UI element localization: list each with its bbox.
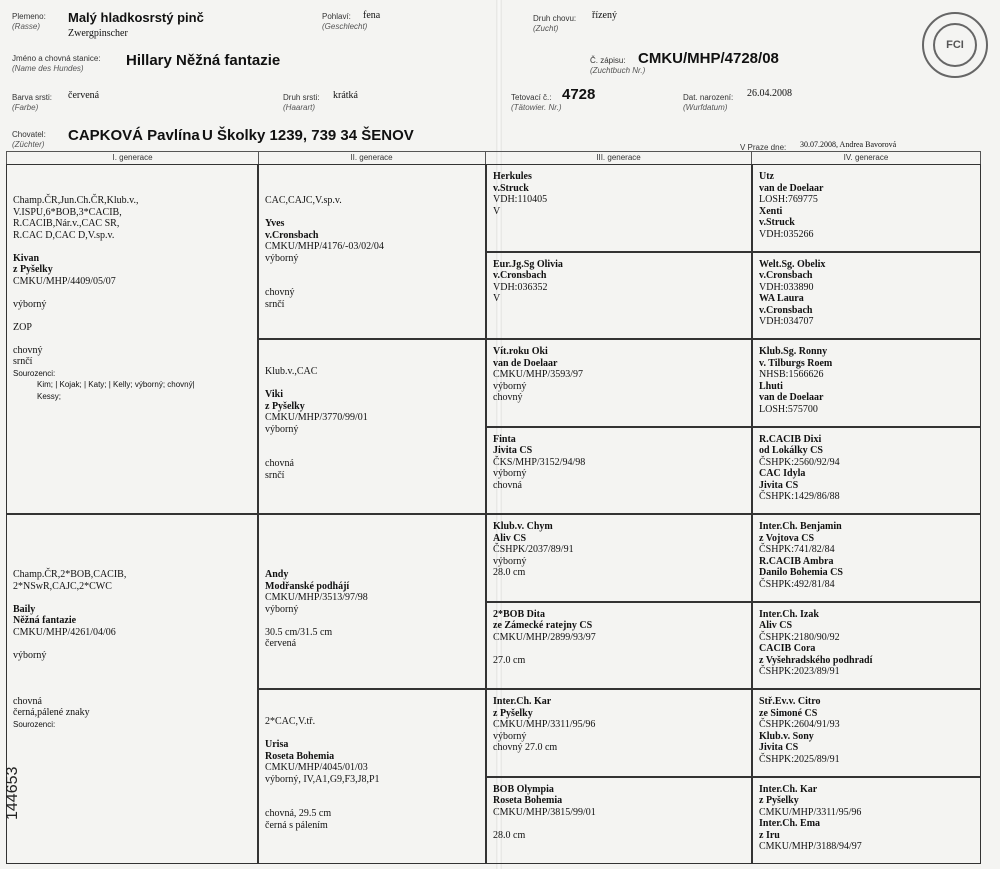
pedigree-line: VDH:035266: [759, 228, 814, 240]
coat-label: [283, 93, 319, 113]
siblings-list: Kim; | Kojak; | Katy; | Kelly; výborný; chovný|: [37, 380, 195, 389]
coat-label-cz: Druh srsti:: [283, 93, 320, 102]
pedigree-line: [265, 378, 479, 390]
coat-value: krátká: [333, 90, 358, 101]
color-label-cz: Barva srsti:: [12, 93, 53, 102]
color-label-de: (Farbe): [12, 103, 39, 112]
pedigree-line: BOB Olympia: [493, 783, 554, 795]
pedigree-line: Klub.v. Sony: [759, 730, 814, 742]
gen4-cell: [752, 777, 981, 865]
pedigree-line: chovná: [493, 479, 522, 491]
pedigree-line: Eur.Jg.Sg Olivia: [493, 258, 563, 270]
gen3-cell: [486, 339, 752, 427]
tattoo-label-de: (Tätowier. Nr.): [511, 103, 562, 112]
pedigree-line: Champ.ČR,Jun.Ch.ČR,Klub.v.,: [13, 195, 139, 206]
pedigree-line: Jivita CS: [759, 479, 799, 491]
breeding-label-cz: Druh chovu:: [533, 14, 577, 23]
pedigree-line: Jivita CS: [493, 445, 533, 456]
tattoo-label-cz: Tetovací č.:: [511, 93, 552, 102]
breeder-address: U Školky 1239, 739 34 ŠENOV: [202, 127, 414, 144]
pedigree-line: chovný: [13, 344, 43, 356]
pedigree-line: VDH:034707: [759, 316, 814, 327]
siblings-list: Kessy;: [37, 391, 62, 401]
pedigree-line: [13, 241, 251, 253]
pedigree-line: v.Struck: [493, 182, 529, 194]
color-value: červená: [68, 90, 100, 101]
breed-label-de: (Rasse): [12, 22, 41, 31]
pedigree-line: Inter.Ch. Benjamin: [759, 521, 842, 532]
pedigree-line: výborný, IV,A1,G9,F3,J8,P1: [265, 773, 380, 785]
pedigree-line: Aliv CS: [493, 532, 527, 544]
pedigree-line: výborný: [493, 555, 527, 567]
pedigree-line: WA Laura: [759, 293, 804, 304]
pedigree-line: z Pyšelky: [493, 707, 533, 719]
pedigree-line: [265, 785, 479, 797]
pedigree-line: výborný: [265, 252, 299, 264]
pedigree-line: srnčí: [265, 469, 285, 481]
pedigree-line: van de Doelaar: [759, 392, 824, 403]
gen4-cell: [752, 514, 981, 602]
reg-label: [590, 56, 645, 76]
pedigree-line: R.CACIB Ambra: [759, 555, 834, 567]
pedigree-line: ze Zámecké ratejny CS: [493, 620, 593, 631]
pedigree-line: [13, 287, 251, 299]
pedigree-line: černá s pálením: [265, 819, 328, 831]
pedigree-line: v. Tilburgs Roem: [759, 357, 833, 369]
pedigree-line: v.Cronsbach: [759, 304, 813, 316]
pedigree-line: Inter.Ch. Ema: [759, 818, 821, 829]
pedigree-line: 2*NSwR,CAJC,2*CWC: [13, 580, 112, 592]
place-date-label: V Praze dne:: [740, 143, 787, 152]
pedigree-line: srnčí: [13, 356, 33, 367]
breed-label-cz: Plemeno:: [12, 12, 46, 21]
name-label: [12, 54, 101, 74]
name-label-cz: Jméno a chovná stanice:: [12, 54, 101, 63]
pedigree-line: ZOP: [13, 321, 32, 333]
pedigree-line: 2*CAC,V.tř.: [265, 716, 316, 727]
gen3-cell: [486, 602, 752, 690]
pedigree-line: od Lokálky CS: [759, 445, 823, 456]
pedigree-line: z Iru: [759, 829, 780, 841]
gen2-cell: [258, 689, 486, 864]
pedigree-line: chovný: [493, 392, 523, 403]
pedigree-line: CAC,CAJC,V.sp.v.: [265, 195, 342, 206]
pedigree-line: V: [493, 293, 501, 304]
pedigree-line: 2*BOB Dita: [493, 608, 545, 620]
gen3-cell: [486, 164, 752, 252]
pedigree-line: červená: [265, 638, 297, 649]
reg-label-de: (Zuchtbuch Nr.): [590, 66, 646, 75]
gen4-cell: [752, 339, 981, 427]
pedigree-line: V: [493, 205, 501, 217]
tattoo-value: 4728: [562, 86, 596, 103]
fci-stamp: [922, 12, 988, 78]
pedigree-line: CMKU/MHP/3311/95/96: [759, 806, 862, 818]
gen4-cell: [752, 602, 981, 690]
pedigree-line: ČKS/MHP/3152/94/98: [493, 456, 586, 468]
pedigree-line: výborný: [13, 649, 47, 661]
pedigree-line: Urisa: [265, 739, 289, 750]
pedigree-line: výborný: [493, 380, 527, 392]
pedigree-line: ČSHPK:492/81/84: [759, 578, 835, 590]
pedigree-line: CMKU/MHP/3815/99/01: [493, 806, 596, 818]
pedigree-line: v.Cronsbach: [493, 270, 547, 281]
pedigree-line: NHSB:1566626: [759, 369, 824, 380]
pedigree-line: [493, 643, 745, 655]
breeding-label: [533, 14, 576, 34]
pedigree-line: CMKU/MHP/4261/04/06: [13, 626, 116, 638]
gen-header-1: I. generace: [6, 151, 259, 165]
pedigree-line: Viki: [265, 389, 283, 400]
gen2-cell: [258, 514, 486, 689]
pedigree-line: z Pyšelky: [13, 264, 53, 275]
fci-logo: FCI: [933, 23, 977, 67]
gen4-cell: [752, 252, 981, 340]
pedigree-line: chovný: [265, 287, 295, 298]
pedigree-line: 28.0 cm: [493, 567, 526, 578]
gen3-cell: [486, 514, 752, 602]
pedigree-line: Modřanské podhájí: [265, 580, 350, 592]
pedigree-line: [265, 797, 479, 809]
pedigree-line: Finta: [493, 433, 516, 445]
pedigree-line: [13, 684, 251, 696]
gen3-cell: [486, 689, 752, 777]
pedigree-line: CMKU/MHP/3513/97/98: [265, 592, 368, 603]
pedigree-line: Klub.v.,CAC: [265, 366, 318, 377]
gen2-cell: [258, 164, 486, 339]
pedigree-line: Inter.Ch. Kar: [493, 696, 552, 707]
dob-label-de: (Wurfdatum): [683, 103, 728, 112]
pedigree-line: Roseta Bohemia: [493, 795, 563, 806]
pedigree-line: [265, 615, 479, 627]
pedigree-line: van de Doelaar: [493, 357, 558, 369]
reg-label-cz: Č. zápisu:: [590, 56, 626, 65]
pedigree-line: Xenti: [759, 205, 783, 217]
gen3-cell: [486, 427, 752, 515]
pedigree-line: v.Cronsbach: [265, 229, 319, 241]
gen3-cell: [486, 252, 752, 340]
pedigree-line: [265, 276, 479, 288]
pedigree-line: VDH:110405: [493, 194, 548, 205]
pedigree-line: [493, 818, 745, 830]
breeder-name: CAPKOVÁ Pavlína: [68, 127, 200, 144]
pedigree-line: z Vyšehradského podhradí: [759, 654, 873, 666]
pedigree-line: výborný: [493, 468, 527, 479]
sire-cell: [6, 164, 258, 514]
pedigree-line: [13, 638, 251, 650]
pedigree-line: chovný 27.0 cm: [493, 742, 558, 753]
pedigree-line: Herkules: [493, 171, 532, 182]
pedigree-line: výborný: [265, 423, 299, 435]
pedigree-line: chovná: [13, 695, 42, 707]
pedigree-line: ČSHPK:2025/89/91: [759, 753, 840, 765]
pedigree-line: 28.0 cm: [493, 829, 526, 841]
breed-value: Malý hladkosrstý pinč: [68, 10, 204, 25]
pedigree-line: z Pyšelky: [265, 400, 305, 412]
pedigree-line: ČSHPK:2560/92/94: [759, 456, 840, 468]
pedigree-line: výborný: [493, 730, 527, 742]
pedigree-line: z Vojtova CS: [759, 532, 815, 544]
sex-label-de: (Geschlecht): [322, 22, 368, 31]
pedigree-line: [265, 447, 479, 459]
pedigree-line: Aliv CS: [759, 620, 793, 631]
pedigree-line: Klub.Sg. Ronny: [759, 346, 828, 357]
pedigree-line: [265, 435, 479, 447]
pedigree-line: Yves: [265, 218, 285, 229]
pedigree-line: Utz: [759, 171, 774, 182]
pedigree-line: Baily: [13, 603, 36, 615]
gen4-cell: [752, 164, 981, 252]
pedigree-line: [13, 673, 251, 685]
pedigree-line: Jivita CS: [759, 742, 799, 753]
serial-number: 144653: [4, 766, 21, 820]
dog-name: Hillary Něžná fantazie: [126, 52, 281, 69]
pedigree-line: R.CACIB,Nár.v.,CAC SR,: [13, 218, 120, 229]
pedigree-line: [265, 207, 479, 219]
dam-cell: [6, 514, 258, 864]
gen-header-4: IV. generace: [752, 151, 981, 165]
pedigree-line: CMKU/MHP/3311/95/96: [493, 719, 596, 730]
pedigree-line: ČSHPK:741/82/84: [759, 544, 835, 555]
pedigree-line: chovná: [265, 458, 294, 469]
pedigree-line: CMKU/MHP/3593/97: [493, 369, 584, 380]
pedigree-line: V.ISPU,6*BOB,3*CACIB,: [13, 206, 122, 218]
pedigree-line: R.CACIB Dixi: [759, 433, 822, 445]
sex-label-cz: Pohlaví:: [322, 12, 351, 21]
breeder-label-de: (Züchter): [12, 140, 45, 149]
sex-label: [322, 12, 367, 32]
pedigree-line: CMKU/MHP/3770/99/01: [265, 412, 368, 423]
place-date-value: 30.07.2008, Andrea Bavorová: [800, 140, 897, 149]
pedigree-line: černá,pálené znaky: [13, 707, 90, 718]
pedigree-line: Klub.v. Chym: [493, 521, 553, 532]
pedigree-line: LOSH:769775: [759, 194, 818, 205]
breeder-label-cz: Chovatel:: [12, 130, 46, 139]
pedigree-line: ČSHPK:2604/91/93: [759, 719, 840, 730]
pedigree-line: v.Struck: [759, 217, 795, 228]
reg-number: CMKU/MHP/4728/08: [638, 50, 779, 67]
pedigree-line: [265, 728, 479, 740]
pedigree-line: v.Cronsbach: [759, 270, 813, 281]
pedigree-line: CMKU/MHP/4045/01/03: [265, 762, 368, 773]
pedigree-line: 27.0 cm: [493, 654, 526, 666]
pedigree-line: Welt.Sg. Obelix: [759, 258, 826, 270]
pedigree-line: chovná, 29.5 cm: [265, 808, 332, 819]
coat-label-de: (Haarart): [283, 103, 316, 112]
breeding-value: řízený: [592, 10, 617, 21]
pedigree-line: CMKU/MHP/4409/05/07: [13, 275, 116, 287]
gen2-cell: [258, 339, 486, 514]
pedigree-line: Stř.Ev.v. Citro: [759, 696, 821, 707]
pedigree-line: CACIB Cora: [759, 643, 816, 654]
pedigree-line: VDH:036352: [493, 281, 548, 293]
tattoo-label: [511, 93, 562, 113]
pedigree-line: CMKU/MHP/4176/-03/02/04: [265, 241, 384, 252]
pedigree-line: Inter.Ch. Kar: [759, 783, 818, 795]
gen3-cell: [486, 777, 752, 865]
pedigree-line: [13, 661, 251, 673]
pedigree-line: Něžná fantazie: [13, 615, 77, 626]
pedigree-line: Lhuti: [759, 380, 783, 392]
pedigree-line: ze Simoné CS: [759, 707, 818, 719]
pedigree-line: ČSHPK:1429/86/88: [759, 491, 840, 502]
pedigree-line: [265, 264, 479, 276]
pedigree-line: Inter.Ch. Izak: [759, 608, 819, 620]
pedigree-line: van de Doelaar: [759, 182, 824, 194]
pedigree-line: Kivan: [13, 252, 40, 264]
pedigree-line: z Pyšelky: [759, 795, 799, 806]
dob-value: 26.04.2008: [747, 88, 792, 99]
pedigree-line: R.CAC D,CAC D,V.sp.v.: [13, 229, 115, 241]
pedigree-line: Champ.ČR,2*BOB,CACIB,: [13, 569, 127, 580]
pedigree-line: VDH:033890: [759, 281, 814, 293]
pedigree-line: [13, 592, 251, 604]
pedigree-line: LOSH:575700: [759, 403, 818, 415]
siblings-label: Sourozenci:: [13, 368, 56, 378]
pedigree-line: Roseta Bohemia: [265, 750, 335, 762]
pedigree-line: CMKU/MHP/3188/94/97: [759, 841, 862, 852]
breed-label: [12, 12, 46, 32]
gen4-cell: [752, 427, 981, 515]
pedigree-line: 30.5 cm/31.5 cm: [265, 626, 333, 638]
pedigree-line: výborný: [265, 603, 299, 615]
pedigree-line: [13, 333, 251, 345]
color-label: [12, 93, 52, 113]
pedigree-line: ČSHPK/2037/89/91: [493, 544, 574, 555]
gen-header-2: II. generace: [258, 151, 486, 165]
gen4-cell: [752, 689, 981, 777]
sex-value: fena: [363, 10, 381, 21]
pedigree-line: ČSHPK:2180/90/92: [759, 631, 840, 643]
breed-value-de: Zwergpinscher: [68, 28, 128, 39]
dob-label-cz: Dat. narození:: [683, 93, 734, 102]
breeder-label: [12, 130, 46, 150]
pedigree-line: ČSHPK:2023/89/91: [759, 666, 840, 677]
pedigree-line: [13, 310, 251, 322]
pedigree-line: CMKU/MHP/2899/93/97: [493, 631, 596, 643]
gen-header-3: III. generace: [486, 151, 752, 165]
siblings-label: Sourozenci:: [13, 719, 56, 729]
pedigree-line: Vít.roku Oki: [493, 346, 548, 357]
pedigree-line: CAC Idyla: [759, 468, 806, 479]
pedigree-line: Andy: [265, 569, 289, 580]
dob-label: [683, 93, 733, 113]
pedigree-line: Danilo Bohemia CS: [759, 567, 843, 578]
name-label-de: (Name des Hundes): [12, 64, 84, 73]
pedigree-line: srnčí: [265, 298, 285, 310]
pedigree-line: výborný: [13, 298, 47, 310]
breeding-label-de: (Zucht): [533, 24, 559, 33]
